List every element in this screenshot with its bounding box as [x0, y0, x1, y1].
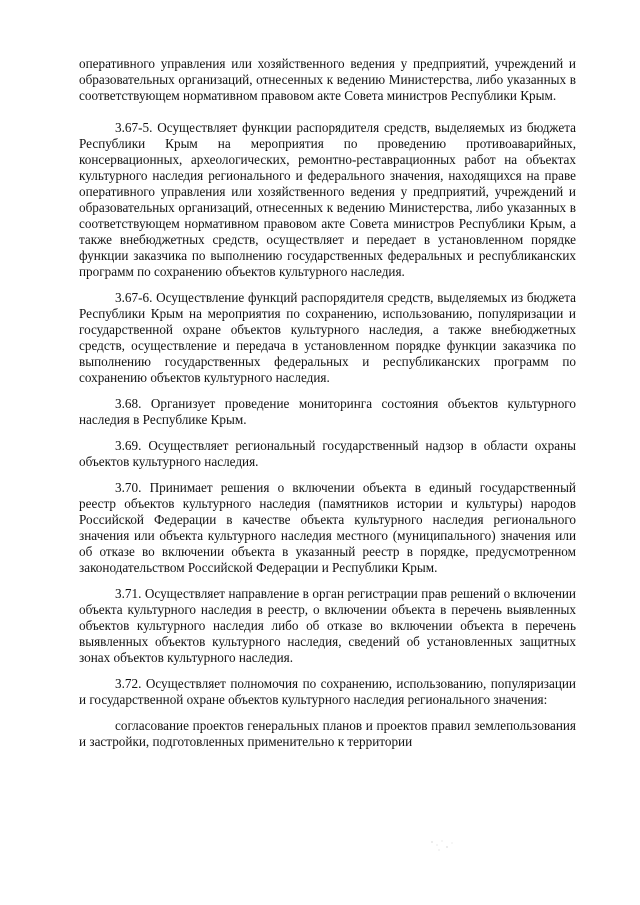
paragraph-3-71: 3.71. Осуществляет направление в орган регистрации прав решений о включении объекта культурного наследия в реестр, о включении объекта в перечень выявленных объектов культурного наследия либо об отказе во включении объекта в перечень выявленных объектов культурного наследия, сведений об установленных защитных зонах объектов культурного наследия.: [79, 586, 576, 665]
paragraph-subitem-approval: согласование проектов генеральных планов и проектов правил землепользования и застройки, подготовленных применительно к территории: [79, 718, 576, 749]
paragraph-3-69: 3.69. Осуществляет региональный государственный надзор в области охраны объектов культурного наследия.: [79, 438, 576, 469]
document-body: [79, 56, 576, 750]
paragraph-3-68: 3.68. Организует проведение мониторинга состояния объектов культурного наследия в Республике Крым.: [79, 396, 576, 427]
paragraph-3-67-5: 3.67-5. Осуществляет функции распорядителя средств, выделяемых из бюджета Республики Крым на мероприятия по проведению противоаварийных, консервационных, археологических, ремонтно-реставрационных работ на объектах культурного наследия регионального и федерального значения, находящихся на праве оперативного управления или хозяйственного ведения у предприятий, учреждений и образовательных организаций, отнесенных к ведению Министерства, либо указанных в соответствующем нормативном правовом акте Совета министров Республики Крым, а также внебюджетных средств, осуществляет и передает в установленном порядке функции заказчика по выполнению государственных федеральных и республиканских программ по сохранению объектов культурного наследия.: [79, 120, 576, 279]
paragraph-continuation: оперативного управления или хозяйственного ведения у предприятий, учреждений и образовательных организаций, отнесенных к ведению Министерства, либо указанных в соответствующем нормативном правовом акте Совета министров Республики Крым.: [79, 56, 576, 103]
paragraph-3-70: 3.70. Принимает решения о включении объекта в единый государственный реестр объектов культурного наследия (памятников истории и культуры) народов Российской Федерации в качестве объекта культурного наследия регионального значения или объекта культурного наследия местного (муниципального) значения или об отказе во включении объекта в указанный реестр в порядке, предусмотренном законодательством Российской Федерации и Республики Крым.: [79, 480, 576, 575]
paragraph-3-72: 3.72. Осуществляет полномочия по сохранению, использованию, популяризации и государственной охране объектов культурного наследия регионального значения:: [79, 676, 576, 707]
scan-artifact: [428, 836, 458, 856]
paragraph-3-67-6: 3.67-6. Осуществление функций распорядителя средств, выделяемых из бюджета Республики Крым на мероприятия по сохранению, использованию, популяризации и государственной охране объектов культурного наследия, а также внебюджетных средств, осуществление и передача в установленном порядке функции заказчика по выполнению государственных федеральных и республиканских программ по сохранению объектов культурного наследия.: [79, 290, 576, 385]
